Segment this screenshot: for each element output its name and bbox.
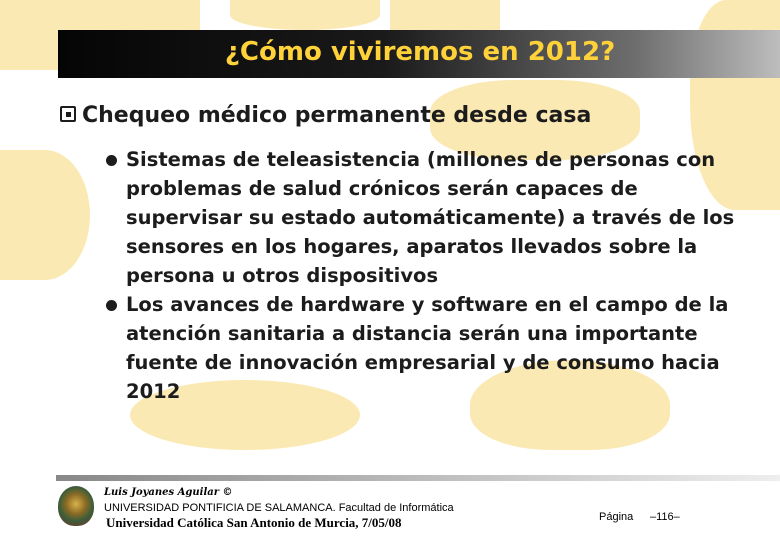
- checkbox-bullet-icon: [60, 106, 76, 122]
- title-bar: [58, 30, 780, 78]
- bullet-dot-icon: [106, 155, 117, 166]
- university-seal-icon: [58, 486, 94, 526]
- page-label: Página: [599, 511, 634, 523]
- background-shape: [230, 0, 380, 30]
- sub-bullet: [106, 145, 746, 290]
- sub-bullet-text: Los avances de hardware y software en el campo de la atención sanitaria a distancia serán una importante fuente de innovación empresarial y de consumo hacia 2012: [126, 293, 729, 403]
- footer-divider: [56, 475, 780, 481]
- page-number: –116–: [650, 511, 680, 523]
- slide-title: ¿Cómo viviremos en 2012?: [224, 37, 616, 67]
- bullet-dot-icon: [106, 300, 117, 311]
- main-bullet-text: Chequeo médico permanente desde casa: [82, 103, 592, 128]
- background-shape: [0, 150, 90, 280]
- main-bullet: [60, 103, 591, 128]
- sub-bullet-text: Sistemas de teleasistencia (millones de personas con problemas de salud crónicos serán capaces de supervisar su estado automáticamente) a través de los sensores en los hogares, aparatos llevados sobre la persona u otros dispositivos: [126, 148, 735, 287]
- footer-institution: UNIVERSIDAD PONTIFICIA DE SALAMANCA. Facultad de Informática: [104, 502, 454, 514]
- footer-event: Universidad Católica San Antonio de Murcia, 7/05/08: [106, 515, 402, 530]
- sub-bullet: [106, 290, 746, 406]
- footer-author: Luis Joyanes Aguilar ©: [104, 487, 233, 498]
